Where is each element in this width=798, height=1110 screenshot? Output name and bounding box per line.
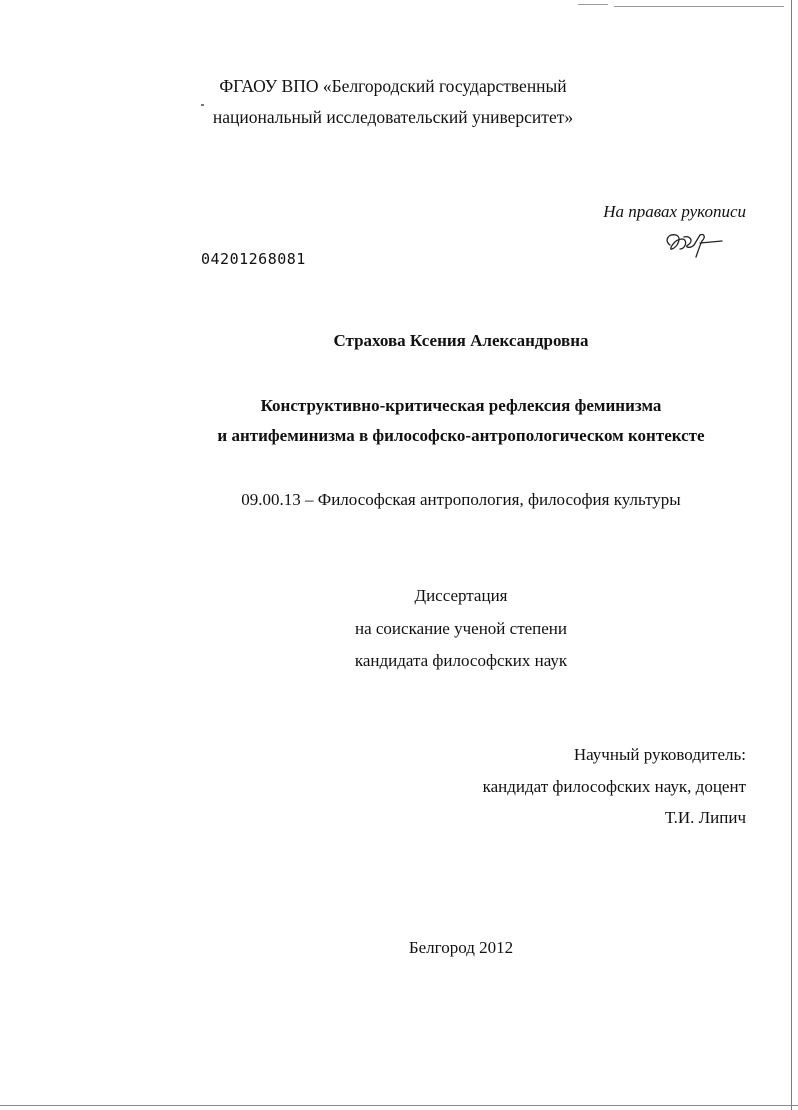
- manuscript-note: На правах рукописи: [603, 202, 746, 221]
- degree-line-2: на соискание ученой степени: [354, 619, 568, 638]
- organization-line-1: ФГАОУ ВПО «Белгородский государственный: [219, 76, 567, 96]
- scan-artifact-line: [614, 6, 784, 7]
- supervisor-name: Т.И. Липич: [664, 808, 746, 827]
- supervisor-label: Научный руководитель:: [573, 745, 746, 764]
- place-and-year: Белгород 2012: [408, 938, 514, 957]
- scan-artifact-line: [578, 4, 608, 5]
- organization-line-2: национальный исследовательский университет»: [212, 107, 574, 127]
- scan-edge-bottom: [0, 1105, 798, 1106]
- registration-number: 04201268081: [201, 250, 306, 268]
- handwritten-signature-icon: [660, 227, 730, 261]
- degree-line-1: Диссертация: [414, 586, 508, 605]
- degree-line-3: кандидата философских наук: [354, 651, 568, 670]
- author-name: Страхова Ксения Александровна: [333, 331, 589, 350]
- scan-speck: [201, 104, 204, 106]
- dissertation-title-line-1: Конструктивно-критическая рефлексия феминизма: [260, 396, 662, 415]
- dissertation-title-line-2: и антифеминизма в философско-антропологическом контексте: [217, 426, 705, 445]
- specialty-code: 09.00.13 – Философская антропология, философия культуры: [241, 490, 681, 509]
- supervisor-position: кандидат философских наук, доцент: [482, 777, 746, 796]
